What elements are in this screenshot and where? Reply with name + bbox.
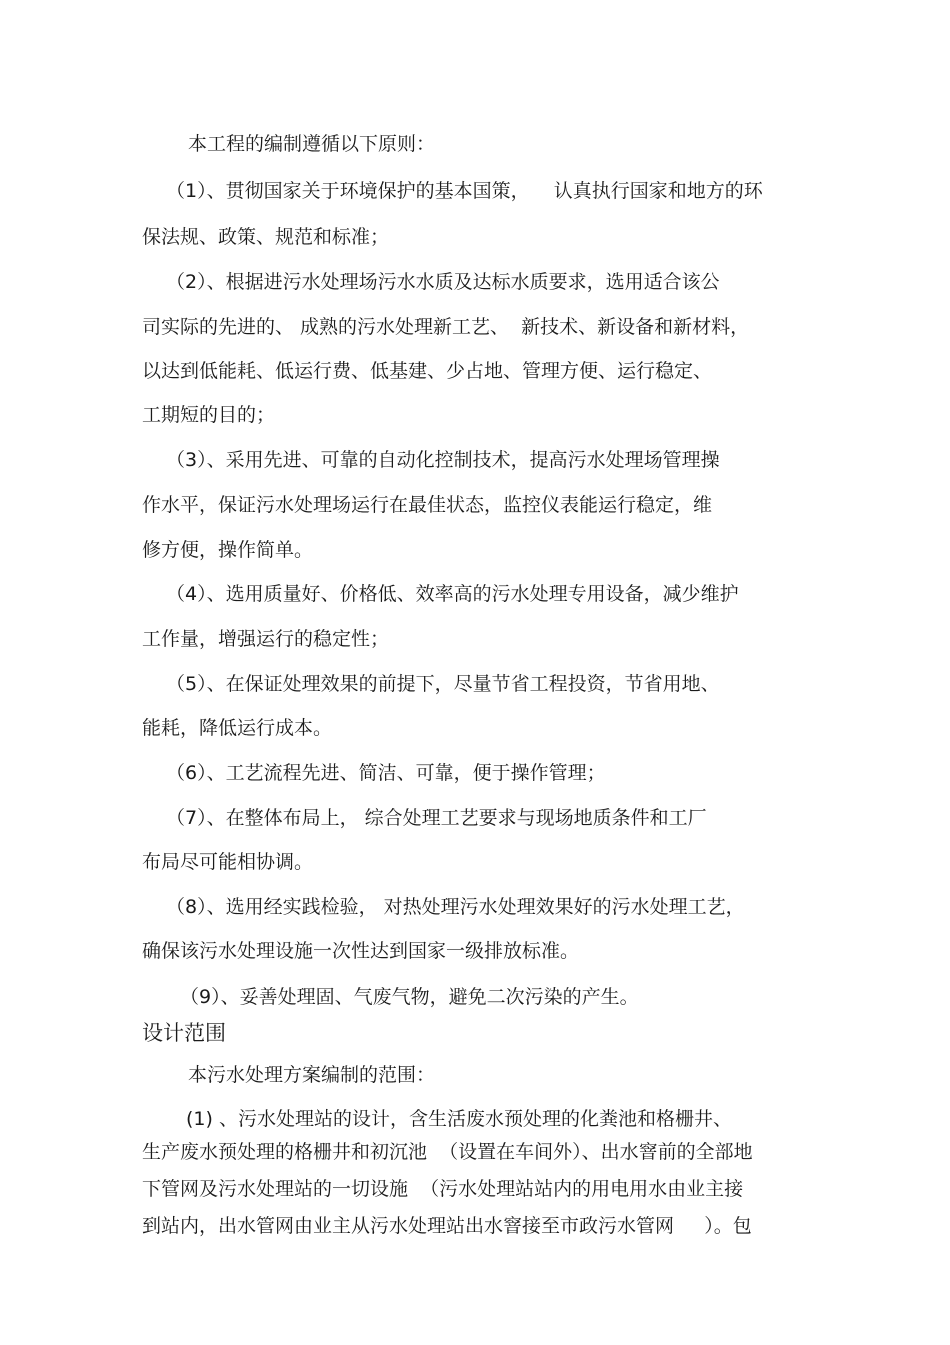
principle-2-line-2: 司实际的先进的、 成熟的污水处理新工艺、 新技术、新设备和新材料， — [142, 316, 750, 338]
principle-5-line-2: 能耗，降低运行成本。 — [142, 717, 333, 739]
intro-line: 本工程的编制遵循以下原则： — [188, 133, 436, 155]
scope-intro-line: 本污水处理方案编制的范围： — [188, 1064, 436, 1086]
principle-4-line-1: （4）、选用质量好、价格低、效率高的污水处理专用设备，减少维护 — [166, 583, 739, 605]
principle-3-line-1: （3）、采用先进、可靠的自动化控制技术，提高污水处理场管理操 — [166, 449, 720, 471]
principle-2-line-1: （2）、根据进污水处理场污水水质及达标水质要求，选用适合该公 — [166, 271, 720, 293]
scope-1-line-2: 生产废水预处理的格栅井和初沉池 （设置在车间外）、出水窨前的全部地 — [142, 1141, 753, 1163]
scope-1-line-4: 到站内，出水管网由业主从污水处理站出水窨接至市政污水管网 ）。包 — [142, 1215, 752, 1237]
principle-1-line-2: 保法规、政策、规范和标准； — [142, 226, 390, 248]
principle-8-line-1: （8）、选用经实践检验， 对热处理污水处理效果好的污水处理工艺， — [166, 896, 745, 918]
scope-1-line-3: 下管网及污水处理站的一切设施 （污水处理站站内的用电用水由业主接 — [142, 1178, 744, 1200]
principle-8-line-2: 确保该污水处理设施一次性达到国家一级排放标准。 — [142, 940, 580, 962]
principle-9-line-1: （9）、妥善处理固、气废气物，避免二次污染的产生。 — [180, 986, 639, 1008]
principle-4-line-2: 工作量，增强运行的稳定性； — [142, 628, 390, 650]
principle-5-line-1: （5）、在保证处理效果的前提下，尽量节省工程投资，节省用地、 — [166, 673, 720, 695]
principle-2-line-4: 工期短的目的； — [142, 404, 276, 426]
principle-3-line-2: 作水平，保证污水处理场运行在最佳状态，监控仪表能运行稳定，维 — [142, 494, 713, 516]
principle-6-line-1: （6）、工艺流程先进、简洁、可靠，便于操作管理； — [166, 762, 606, 784]
principle-1-line-1: （1）、贯彻国家关于环境保护的基本国策， 认真执行国家和地方的环 — [166, 180, 763, 202]
scope-1-line-1: (1) 、污水处理站的设计，含生活废水预处理的化粪池和格栅井、 — [186, 1108, 732, 1130]
principle-7-line-1: （7）、在整体布局上， 综合处理工艺要求与现场地质条件和工厂 — [166, 807, 707, 829]
section-heading: 设计范围 — [142, 1021, 226, 1045]
principle-7-line-2: 布局尽可能相协调。 — [142, 851, 314, 873]
principle-3-line-3: 修方便，操作简单。 — [142, 539, 314, 561]
principle-2-line-3: 以达到低能耗、低运行费、低基建、少占地、管理方便、运行稳定、 — [142, 360, 713, 382]
